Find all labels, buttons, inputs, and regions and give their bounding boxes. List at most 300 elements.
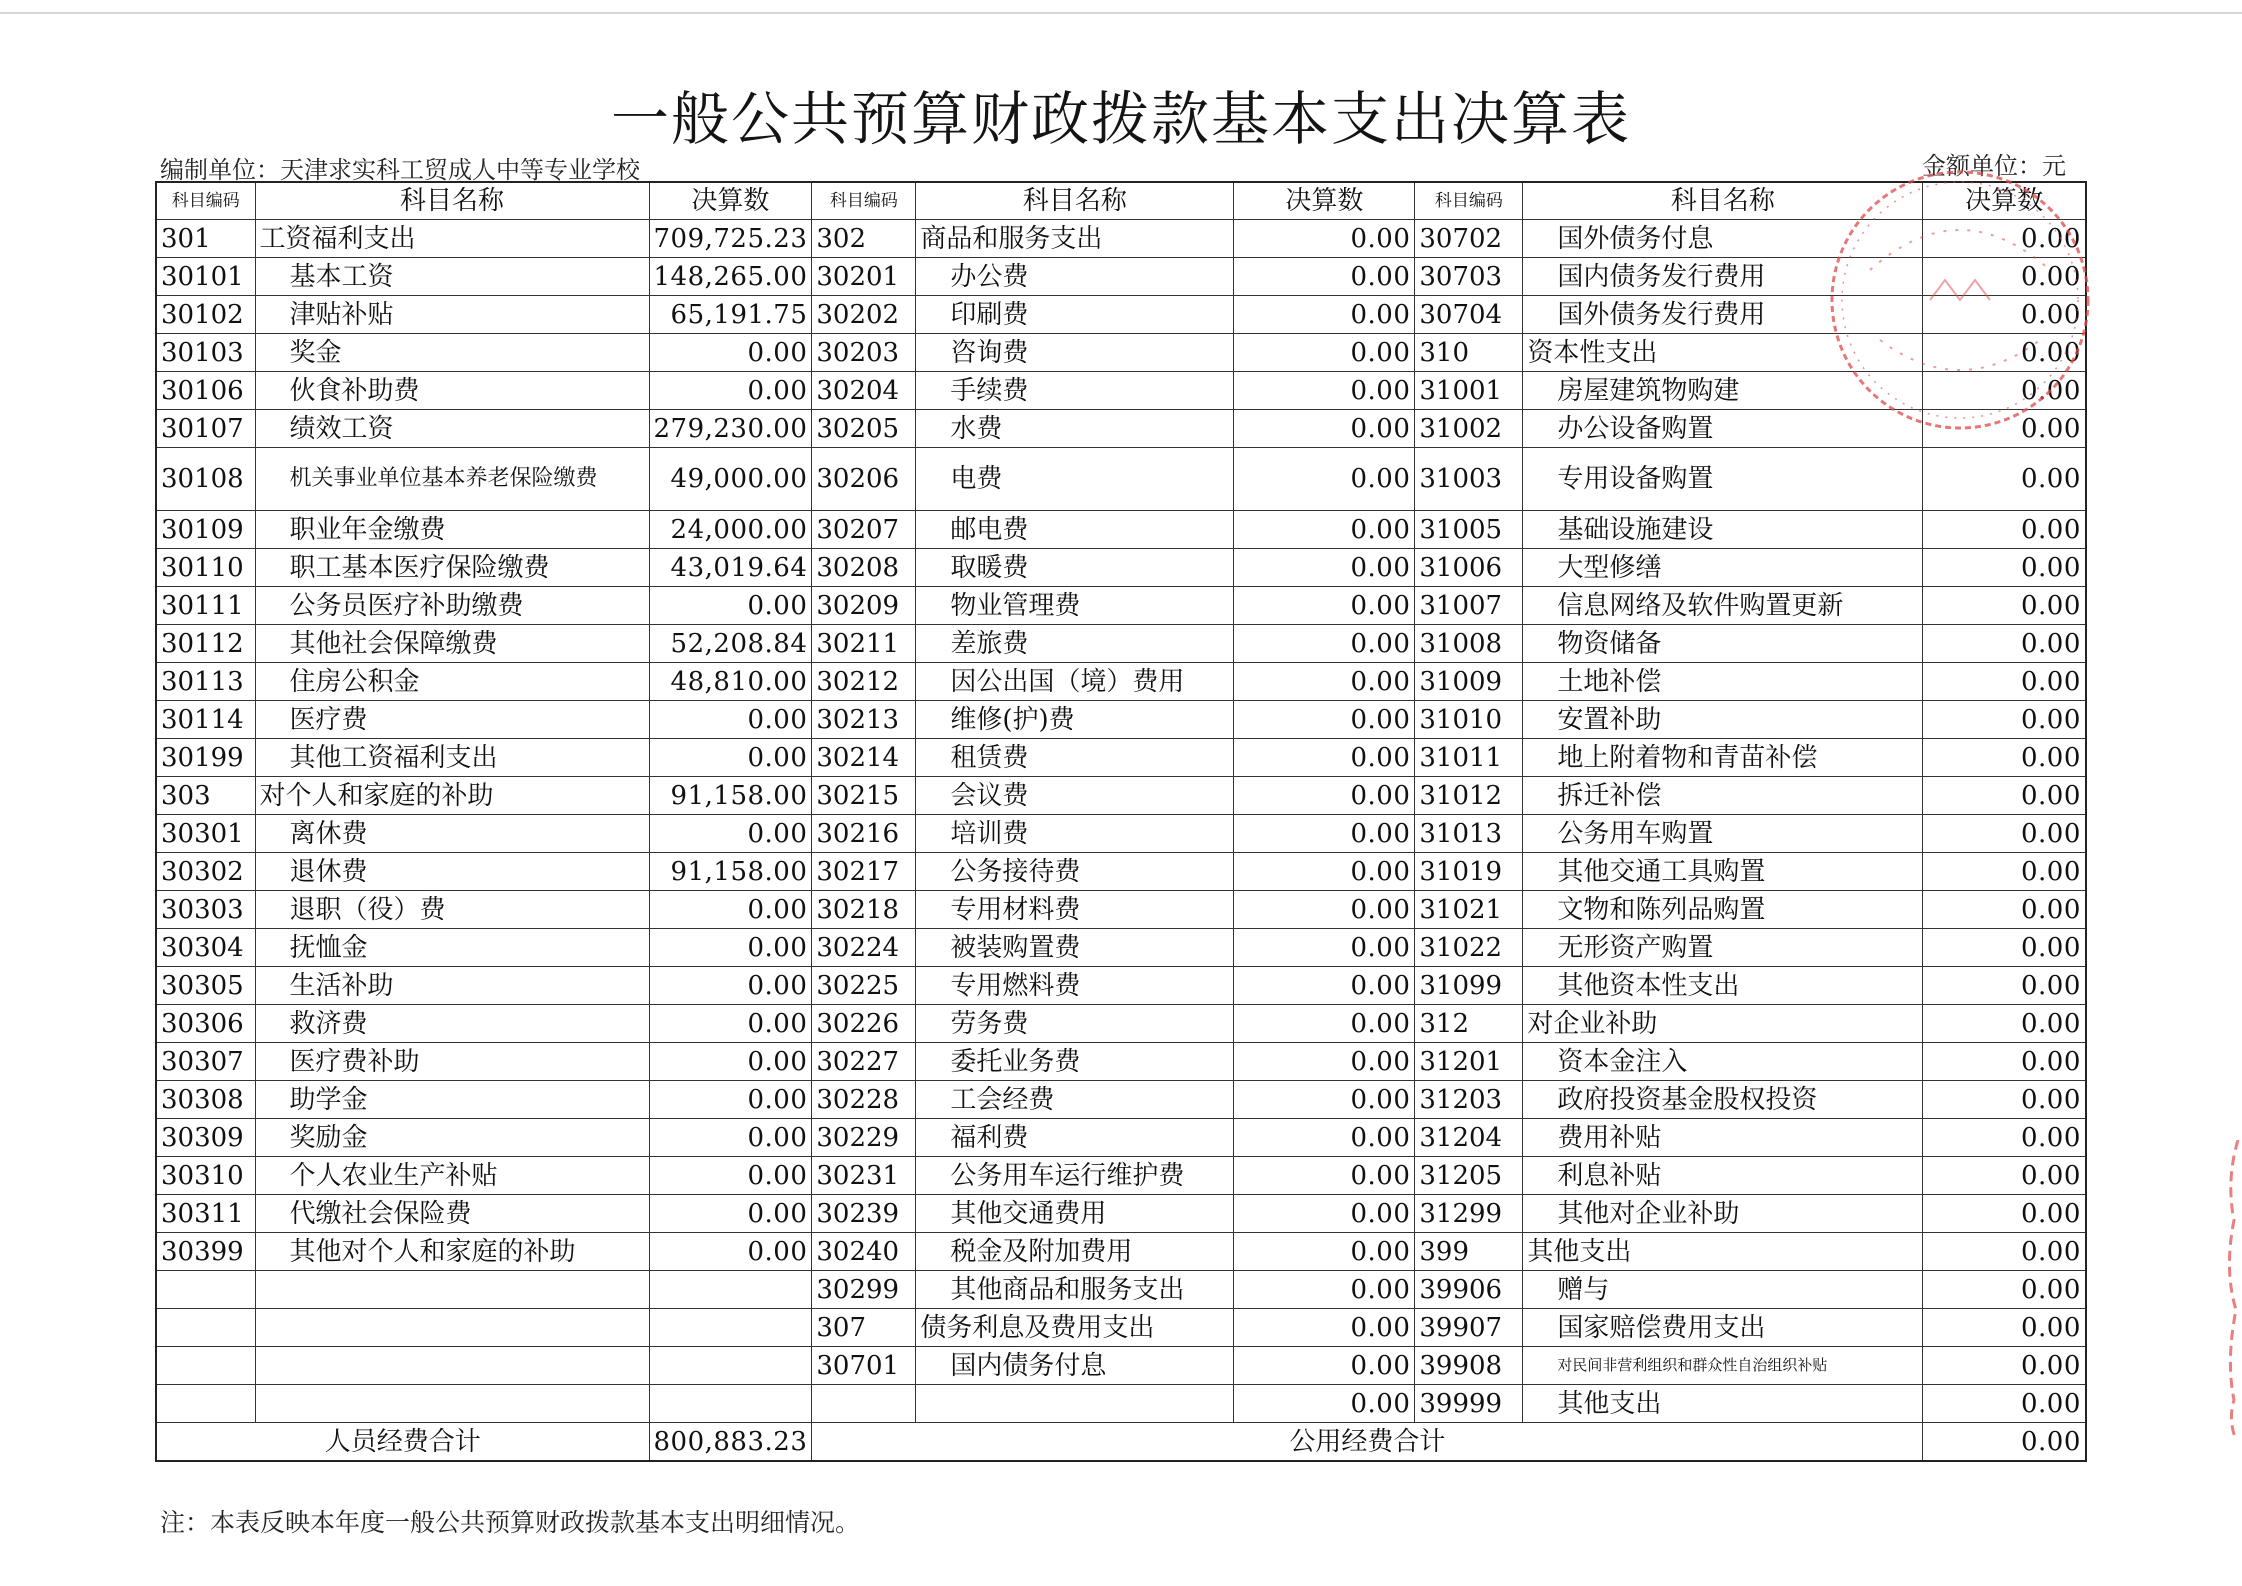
amount-cell-1: 0.00 — [649, 929, 812, 967]
amount-cell-2: 0.00 — [1234, 1005, 1415, 1043]
header-amount-3: 决算数 — [1923, 182, 2086, 220]
name-cell-3: 物资储备 — [1523, 625, 1923, 663]
amount-cell-2: 0.00 — [1234, 448, 1415, 511]
code-cell-1: 30301 — [156, 815, 255, 853]
name-cell-3: 对企业补助 — [1523, 1005, 1923, 1043]
table-row — [156, 1233, 2086, 1271]
name-cell-2: 专用材料费 — [916, 891, 1234, 929]
amount-cell-3: 0.00 — [1923, 777, 2086, 815]
code-cell-2: 30226 — [812, 1005, 916, 1043]
table-row — [156, 1385, 2086, 1423]
name-cell-1: 职业年金缴费 — [255, 511, 649, 549]
name-cell-3: 国外债务发行费用 — [1523, 296, 1923, 334]
table-row — [156, 258, 2086, 296]
amount-cell-2: 0.00 — [1234, 1271, 1415, 1309]
name-cell-1: 伙食补助费 — [255, 372, 649, 410]
header-code-2: 科目编码 — [812, 182, 916, 220]
code-cell-1: 30108 — [156, 448, 255, 511]
code-cell-2: 30202 — [812, 296, 916, 334]
amount-cell-2: 0.00 — [1234, 815, 1415, 853]
code-cell-2: 302 — [812, 220, 916, 258]
scan-edge-rule — [0, 12, 2242, 14]
code-cell-3: 31013 — [1415, 815, 1523, 853]
code-cell-1: 30114 — [156, 701, 255, 739]
name-cell-3: 国家赔偿费用支出 — [1523, 1309, 1923, 1347]
name-cell-1: 住房公积金 — [255, 663, 649, 701]
amount-cell-1 — [649, 1347, 812, 1385]
code-cell-2: 30218 — [812, 891, 916, 929]
name-cell-3: 其他支出 — [1523, 1233, 1923, 1271]
name-cell-2: 邮电费 — [916, 511, 1234, 549]
amount-cell-3: 0.00 — [1923, 1043, 2086, 1081]
name-cell-1: 离休费 — [255, 815, 649, 853]
name-cell-1: 公务员医疗补助缴费 — [255, 587, 649, 625]
org-label: 编制单位：天津求实科工贸成人中等专业学校 — [160, 156, 640, 184]
code-cell-2: 30204 — [812, 372, 916, 410]
amount-cell-1: 0.00 — [649, 1043, 812, 1081]
amount-cell-2: 0.00 — [1234, 372, 1415, 410]
name-cell-1: 助学金 — [255, 1081, 649, 1119]
amount-cell-3: 0.00 — [1923, 1195, 2086, 1233]
code-cell-3: 31019 — [1415, 853, 1523, 891]
amount-cell-3: 0.00 — [1923, 1271, 2086, 1309]
name-cell-3: 国外债务付息 — [1523, 220, 1923, 258]
name-cell-2: 公务接待费 — [916, 853, 1234, 891]
amount-cell-3: 0.00 — [1923, 296, 2086, 334]
name-cell-2: 维修(护)费 — [916, 701, 1234, 739]
code-cell-3: 31001 — [1415, 372, 1523, 410]
amount-cell-1 — [649, 1309, 812, 1347]
name-cell-3: 信息网络及软件购置更新 — [1523, 587, 1923, 625]
amount-cell-2: 0.00 — [1234, 1233, 1415, 1271]
name-cell-1: 职工基本医疗保险缴费 — [255, 549, 649, 587]
amount-cell-1: 279,230.00 — [649, 410, 812, 448]
name-cell-1: 医疗费 — [255, 701, 649, 739]
amount-cell-2: 0.00 — [1234, 511, 1415, 549]
amount-cell-2: 0.00 — [1234, 1043, 1415, 1081]
name-cell-2: 工会经费 — [916, 1081, 1234, 1119]
amount-cell-2: 0.00 — [1234, 334, 1415, 372]
code-cell-2: 30209 — [812, 587, 916, 625]
amount-cell-2: 0.00 — [1234, 777, 1415, 815]
amount-cell-3: 0.00 — [1923, 1309, 2086, 1347]
code-cell-3: 30702 — [1415, 220, 1523, 258]
table-row — [156, 1157, 2086, 1195]
name-cell-2: 租赁费 — [916, 739, 1234, 777]
code-cell-3: 31205 — [1415, 1157, 1523, 1195]
code-cell-2: 30213 — [812, 701, 916, 739]
name-cell-2: 债务利息及费用支出 — [916, 1309, 1234, 1347]
code-cell-3: 31203 — [1415, 1081, 1523, 1119]
code-cell-1: 30304 — [156, 929, 255, 967]
budget-table — [155, 181, 2087, 1462]
amount-cell-2: 0.00 — [1234, 258, 1415, 296]
name-cell-3: 利息补贴 — [1523, 1157, 1923, 1195]
amount-cell-1: 0.00 — [649, 739, 812, 777]
name-cell-2: 专用燃料费 — [916, 967, 1234, 1005]
name-cell-3: 其他交通工具购置 — [1523, 853, 1923, 891]
name-cell-1 — [255, 1385, 649, 1423]
name-cell-3: 安置补助 — [1523, 701, 1923, 739]
table-row — [156, 1119, 2086, 1157]
code-cell-1: 30111 — [156, 587, 255, 625]
amount-cell-1: 0.00 — [649, 1119, 812, 1157]
amount-cell-3: 0.00 — [1923, 701, 2086, 739]
code-cell-1: 30110 — [156, 549, 255, 587]
amount-cell-1: 0.00 — [649, 1081, 812, 1119]
name-cell-3: 国内债务发行费用 — [1523, 258, 1923, 296]
code-cell-2: 30201 — [812, 258, 916, 296]
unit-label: 金额单位：元 — [1922, 152, 2066, 180]
name-cell-2: 差旅费 — [916, 625, 1234, 663]
name-cell-2: 取暖费 — [916, 549, 1234, 587]
name-cell-2: 公务用车运行维护费 — [916, 1157, 1234, 1195]
amount-cell-1: 48,810.00 — [649, 663, 812, 701]
name-cell-3: 对民间非营利组织和群众性自治组织补贴 — [1523, 1347, 1923, 1385]
name-cell-3: 政府投资基金股权投资 — [1523, 1081, 1923, 1119]
table-row — [156, 853, 2086, 891]
amount-cell-1 — [649, 1271, 812, 1309]
code-cell-2: 30205 — [812, 410, 916, 448]
code-cell-3: 31204 — [1415, 1119, 1523, 1157]
header-row — [156, 182, 2086, 220]
name-cell-2: 商品和服务支出 — [916, 220, 1234, 258]
name-cell-3: 其他资本性支出 — [1523, 967, 1923, 1005]
code-cell-3: 31010 — [1415, 701, 1523, 739]
code-cell-2: 30212 — [812, 663, 916, 701]
amount-cell-1: 709,725.23 — [649, 220, 812, 258]
code-cell-3: 31299 — [1415, 1195, 1523, 1233]
code-cell-3: 31201 — [1415, 1043, 1523, 1081]
table-row — [156, 1271, 2086, 1309]
code-cell-2: 30217 — [812, 853, 916, 891]
amount-cell-2: 0.00 — [1234, 1081, 1415, 1119]
code-cell-3: 39999 — [1415, 1385, 1523, 1423]
code-cell-1: 30112 — [156, 625, 255, 663]
code-cell-3: 31009 — [1415, 663, 1523, 701]
name-cell-3: 房屋建筑物购建 — [1523, 372, 1923, 410]
amount-cell-1: 49,000.00 — [649, 448, 812, 511]
code-cell-1: 30307 — [156, 1043, 255, 1081]
public-total-label: 公用经费合计 — [812, 1423, 1923, 1462]
name-cell-2: 被装购置费 — [916, 929, 1234, 967]
amount-cell-3: 0.00 — [1923, 663, 2086, 701]
code-cell-2: 30701 — [812, 1347, 916, 1385]
amount-cell-3: 0.00 — [1923, 1157, 2086, 1195]
code-cell-3: 31008 — [1415, 625, 1523, 663]
header-name-2: 科目名称 — [916, 182, 1234, 220]
amount-cell-1: 148,265.00 — [649, 258, 812, 296]
table-row — [156, 701, 2086, 739]
code-cell-3: 31005 — [1415, 511, 1523, 549]
header-code-1: 科目编码 — [156, 182, 255, 220]
name-cell-3: 大型修缮 — [1523, 549, 1923, 587]
amount-cell-2: 0.00 — [1234, 1347, 1415, 1385]
amount-cell-3: 0.00 — [1923, 511, 2086, 549]
table-row — [156, 1043, 2086, 1081]
code-cell-3: 31007 — [1415, 587, 1523, 625]
amount-cell-3: 0.00 — [1923, 220, 2086, 258]
header-name-1: 科目名称 — [255, 182, 649, 220]
code-cell-1: 30303 — [156, 891, 255, 929]
code-cell-2: 30229 — [812, 1119, 916, 1157]
name-cell-2: 其他商品和服务支出 — [916, 1271, 1234, 1309]
code-cell-1: 30109 — [156, 511, 255, 549]
amount-cell-1: 0.00 — [649, 372, 812, 410]
code-cell-2: 30214 — [812, 739, 916, 777]
name-cell-2: 培训费 — [916, 815, 1234, 853]
amount-cell-3: 0.00 — [1923, 891, 2086, 929]
amount-cell-2: 0.00 — [1234, 410, 1415, 448]
code-cell-1: 30311 — [156, 1195, 255, 1233]
code-cell-1 — [156, 1385, 255, 1423]
amount-cell-3: 0.00 — [1923, 1119, 2086, 1157]
code-cell-1 — [156, 1309, 255, 1347]
code-cell-2: 30225 — [812, 967, 916, 1005]
code-cell-1: 30199 — [156, 739, 255, 777]
name-cell-3: 拆迁补偿 — [1523, 777, 1923, 815]
amount-cell-1: 91,158.00 — [649, 777, 812, 815]
amount-cell-2: 0.00 — [1234, 625, 1415, 663]
official-seal-icon — [1810, 150, 2110, 450]
table-row — [156, 334, 2086, 372]
name-cell-3: 无形资产购置 — [1523, 929, 1923, 967]
code-cell-2: 30240 — [812, 1233, 916, 1271]
public-total-value: 0.00 — [1923, 1423, 2086, 1462]
name-cell-2: 委托业务费 — [916, 1043, 1234, 1081]
table-row — [156, 891, 2086, 929]
amount-cell-2: 0.00 — [1234, 1157, 1415, 1195]
amount-cell-3: 0.00 — [1923, 739, 2086, 777]
amount-cell-2: 0.00 — [1234, 929, 1415, 967]
amount-cell-1: 0.00 — [649, 1005, 812, 1043]
code-cell-3: 31022 — [1415, 929, 1523, 967]
code-cell-3: 31002 — [1415, 410, 1523, 448]
amount-cell-2: 0.00 — [1234, 967, 1415, 1005]
name-cell-2 — [916, 1385, 1234, 1423]
code-cell-1: 30106 — [156, 372, 255, 410]
name-cell-1: 其他对个人和家庭的补助 — [255, 1233, 649, 1271]
name-cell-2: 物业管理费 — [916, 587, 1234, 625]
amount-cell-1: 91,158.00 — [649, 853, 812, 891]
amount-cell-3: 0.00 — [1923, 448, 2086, 511]
name-cell-3: 其他支出 — [1523, 1385, 1923, 1423]
code-cell-2: 30228 — [812, 1081, 916, 1119]
amount-cell-2: 0.00 — [1234, 853, 1415, 891]
code-cell-3: 31099 — [1415, 967, 1523, 1005]
name-cell-3: 资本金注入 — [1523, 1043, 1923, 1081]
name-cell-3: 办公设备购置 — [1523, 410, 1923, 448]
table-row — [156, 815, 2086, 853]
code-cell-2: 307 — [812, 1309, 916, 1347]
table-row — [156, 739, 2086, 777]
name-cell-2: 咨询费 — [916, 334, 1234, 372]
code-cell-2: 30203 — [812, 334, 916, 372]
amount-cell-3: 0.00 — [1923, 410, 2086, 448]
table-row — [156, 587, 2086, 625]
name-cell-1: 津贴补贴 — [255, 296, 649, 334]
name-cell-1: 医疗费补助 — [255, 1043, 649, 1081]
page-title: 一般公共预算财政拨款基本支出决算表 — [610, 85, 1631, 153]
amount-cell-3: 0.00 — [1923, 929, 2086, 967]
name-cell-2: 手续费 — [916, 372, 1234, 410]
name-cell-2: 因公出国（境）费用 — [916, 663, 1234, 701]
amount-cell-2: 0.00 — [1234, 1119, 1415, 1157]
table-row — [156, 663, 2086, 701]
code-cell-1: 30399 — [156, 1233, 255, 1271]
name-cell-2: 劳务费 — [916, 1005, 1234, 1043]
code-cell-1: 30302 — [156, 853, 255, 891]
amount-cell-2: 0.00 — [1234, 701, 1415, 739]
code-cell-1: 301 — [156, 220, 255, 258]
header-amount-1: 决算数 — [649, 182, 812, 220]
amount-cell-1: 0.00 — [649, 587, 812, 625]
amount-cell-2: 0.00 — [1234, 1309, 1415, 1347]
header-amount-2: 决算数 — [1234, 182, 1415, 220]
table-row — [156, 1195, 2086, 1233]
name-cell-1: 退休费 — [255, 853, 649, 891]
amount-cell-3: 0.00 — [1923, 853, 2086, 891]
name-cell-2: 国内债务付息 — [916, 1347, 1234, 1385]
amount-cell-3: 0.00 — [1923, 967, 2086, 1005]
name-cell-3: 地上附着物和青苗补偿 — [1523, 739, 1923, 777]
amount-cell-1: 0.00 — [649, 891, 812, 929]
footnote: 注：本表反映本年度一般公共预算财政拨款基本支出明细情况。 — [160, 1508, 861, 1537]
code-cell-1 — [156, 1271, 255, 1309]
table-row — [156, 372, 2086, 410]
code-cell-3: 31011 — [1415, 739, 1523, 777]
name-cell-1: 其他社会保障缴费 — [255, 625, 649, 663]
name-cell-1: 个人农业生产补贴 — [255, 1157, 649, 1195]
name-cell-3: 专用设备购置 — [1523, 448, 1923, 511]
code-cell-2: 30216 — [812, 815, 916, 853]
table-row — [156, 1081, 2086, 1119]
table-row — [156, 410, 2086, 448]
name-cell-1: 其他工资福利支出 — [255, 739, 649, 777]
name-cell-1: 机关事业单位基本养老保险缴费 — [255, 448, 649, 511]
table-row — [156, 220, 2086, 258]
code-cell-2: 30299 — [812, 1271, 916, 1309]
table-row — [156, 511, 2086, 549]
code-cell-2: 30207 — [812, 511, 916, 549]
code-cell-1: 30305 — [156, 967, 255, 1005]
amount-cell-3: 0.00 — [1923, 587, 2086, 625]
name-cell-1: 工资福利支出 — [255, 220, 649, 258]
name-cell-3: 基础设施建设 — [1523, 511, 1923, 549]
amount-cell-1: 65,191.75 — [649, 296, 812, 334]
code-cell-1: 30310 — [156, 1157, 255, 1195]
name-cell-3: 文物和陈列品购置 — [1523, 891, 1923, 929]
code-cell-3: 30703 — [1415, 258, 1523, 296]
name-cell-2: 印刷费 — [916, 296, 1234, 334]
table-row — [156, 967, 2086, 1005]
amount-cell-1: 0.00 — [649, 701, 812, 739]
header-name-3: 科目名称 — [1523, 182, 1923, 220]
code-cell-1: 30309 — [156, 1119, 255, 1157]
name-cell-2: 电费 — [916, 448, 1234, 511]
table-row — [156, 296, 2086, 334]
name-cell-2: 其他交通费用 — [916, 1195, 1234, 1233]
amount-cell-1: 0.00 — [649, 1157, 812, 1195]
code-cell-2: 30215 — [812, 777, 916, 815]
header-code-3: 科目编码 — [1415, 182, 1523, 220]
code-cell-2: 30211 — [812, 625, 916, 663]
code-cell-1: 30103 — [156, 334, 255, 372]
name-cell-1: 抚恤金 — [255, 929, 649, 967]
name-cell-3: 赠与 — [1523, 1271, 1923, 1309]
personnel-total-value: 800,883.23 — [649, 1423, 812, 1462]
code-cell-1: 303 — [156, 777, 255, 815]
code-cell-3: 31006 — [1415, 549, 1523, 587]
code-cell-3: 39908 — [1415, 1347, 1523, 1385]
code-cell-2: 30208 — [812, 549, 916, 587]
name-cell-1 — [255, 1271, 649, 1309]
name-cell-1 — [255, 1309, 649, 1347]
name-cell-1: 代缴社会保险费 — [255, 1195, 649, 1233]
amount-cell-1 — [649, 1385, 812, 1423]
name-cell-2: 办公费 — [916, 258, 1234, 296]
code-cell-3: 31021 — [1415, 891, 1523, 929]
amount-cell-3: 0.00 — [1923, 258, 2086, 296]
amount-cell-2: 0.00 — [1234, 587, 1415, 625]
name-cell-1: 绩效工资 — [255, 410, 649, 448]
table-row — [156, 1309, 2086, 1347]
name-cell-2: 税金及附加费用 — [916, 1233, 1234, 1271]
amount-cell-3: 0.00 — [1923, 1081, 2086, 1119]
totals-row — [156, 1423, 2086, 1462]
amount-cell-1: 0.00 — [649, 967, 812, 1005]
name-cell-3: 土地补偿 — [1523, 663, 1923, 701]
amount-cell-1: 0.00 — [649, 334, 812, 372]
name-cell-1: 生活补助 — [255, 967, 649, 1005]
code-cell-2 — [812, 1385, 916, 1423]
code-cell-3: 310 — [1415, 334, 1523, 372]
amount-cell-2: 0.00 — [1234, 663, 1415, 701]
table-row — [156, 448, 2086, 511]
code-cell-3: 31012 — [1415, 777, 1523, 815]
code-cell-1: 30308 — [156, 1081, 255, 1119]
code-cell-1: 30107 — [156, 410, 255, 448]
name-cell-3: 公务用车购置 — [1523, 815, 1923, 853]
amount-cell-2: 0.00 — [1234, 220, 1415, 258]
code-cell-2: 30239 — [812, 1195, 916, 1233]
name-cell-3: 资本性支出 — [1523, 334, 1923, 372]
amount-cell-3: 0.00 — [1923, 334, 2086, 372]
amount-cell-2: 0.00 — [1234, 549, 1415, 587]
amount-cell-3: 0.00 — [1923, 1005, 2086, 1043]
table-row — [156, 625, 2086, 663]
code-cell-3: 39906 — [1415, 1271, 1523, 1309]
amount-cell-3: 0.00 — [1923, 1233, 2086, 1271]
table-row — [156, 777, 2086, 815]
code-cell-2: 30227 — [812, 1043, 916, 1081]
code-cell-3: 399 — [1415, 1233, 1523, 1271]
name-cell-3: 费用补贴 — [1523, 1119, 1923, 1157]
code-cell-3: 31003 — [1415, 448, 1523, 511]
name-cell-3: 其他对企业补助 — [1523, 1195, 1923, 1233]
amount-cell-2: 0.00 — [1234, 891, 1415, 929]
amount-cell-1: 0.00 — [649, 1233, 812, 1271]
amount-cell-1: 52,208.84 — [649, 625, 812, 663]
amount-cell-3: 0.00 — [1923, 815, 2086, 853]
name-cell-2: 会议费 — [916, 777, 1234, 815]
personnel-total-label: 人员经费合计 — [156, 1423, 649, 1462]
name-cell-1 — [255, 1347, 649, 1385]
amount-cell-2: 0.00 — [1234, 1195, 1415, 1233]
name-cell-2: 福利费 — [916, 1119, 1234, 1157]
code-cell-1: 30101 — [156, 258, 255, 296]
amount-cell-3: 0.00 — [1923, 549, 2086, 587]
